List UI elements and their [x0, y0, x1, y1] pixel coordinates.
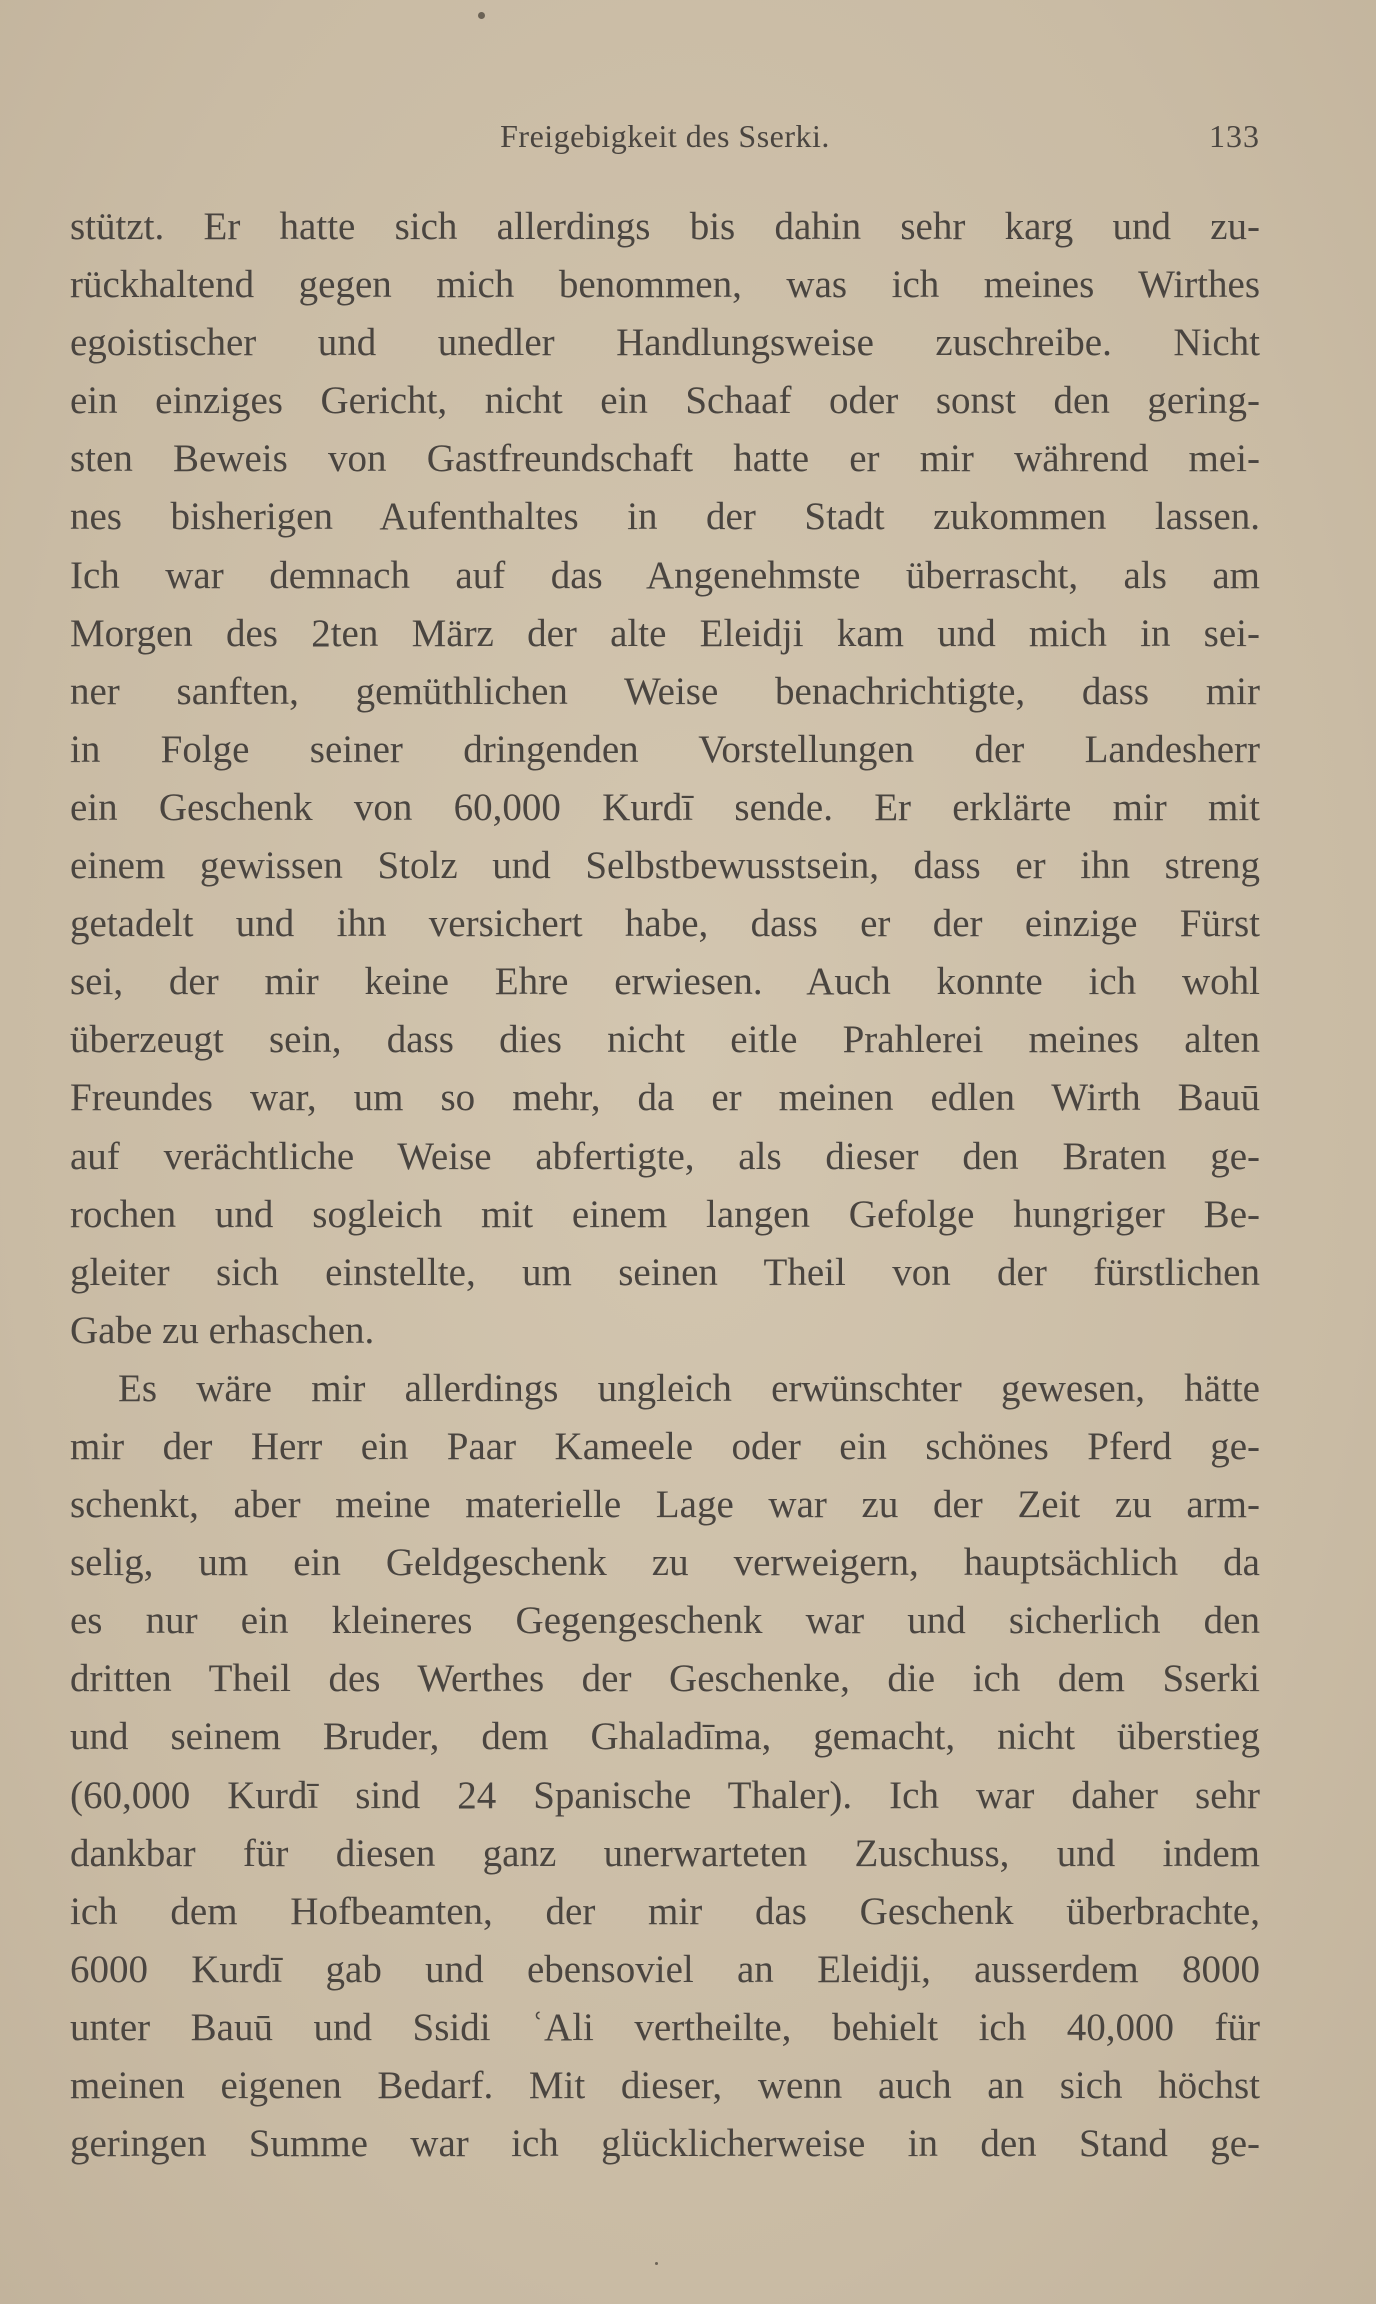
text-line: meinen eigenen Bedarf. Mit dieser, wenn auch an sich höchst	[70, 2064, 1260, 2107]
text-line: Ich war demnach auf das Angenehmste überrascht, als am	[70, 553, 1260, 597]
text-line: auf verächtliche Weise abfertigte, als dieser den Braten ge-	[70, 1134, 1260, 1178]
text-line: überzeugt sein, dass dies nicht eitle Prahlerei meines alten	[70, 1018, 1260, 1062]
text-line: ich dem Hofbeamten, der mir das Geschenk überbrachte,	[70, 1889, 1260, 1933]
running-title: Freigebigkeit des Sserki.	[500, 118, 830, 154]
text-line: 6000 Kurdī gab und ebensoviel an Eleidji, ausserdem 8000	[70, 1947, 1260, 1991]
text-line: selig, um ein Geldgeschenk zu verweigern, hauptsächlich da	[70, 1541, 1260, 1585]
text-line: gleiter sich einstellte, um seinen Theil von der fürstlichen	[70, 1250, 1260, 1294]
ink-speck-top	[478, 12, 485, 19]
body-text	[70, 198, 1260, 2173]
text-line: dritten Theil des Werthes der Geschenke, die ich dem Sserki	[70, 1657, 1260, 1701]
text-line: dankbar für diesen ganz unerwarteten Zuschuss, und indem	[70, 1831, 1260, 1875]
text-line: Morgen des 2ten März der alte Eleidji kam und mich in sei-	[70, 611, 1260, 655]
text-line: rochen und sogleich mit einem langen Gefolge hungriger Be-	[70, 1192, 1260, 1236]
text-line: sten Beweis von Gastfreundschaft hatte er mir während mei-	[70, 437, 1260, 481]
text-line: ein Geschenk von 60,000 Kurdī sende. Er erklärte mir mit	[70, 785, 1260, 829]
text-line: nes bisherigen Aufenthaltes in der Stadt zukommen lassen.	[70, 495, 1260, 539]
text-line: egoistischer und unedler Handlungsweise zuschreibe. Nicht	[70, 321, 1260, 365]
text-line: (60,000 Kurdī sind 24 Spanische Thaler). Ich war daher sehr	[70, 1773, 1260, 1817]
paragraph-start-line: Es wäre mir allerdings ungleich erwünschter gewesen, hätte	[118, 1366, 1260, 1410]
text-line: getadelt und ihn versichert habe, dass er der einzige Fürst	[70, 902, 1260, 946]
text-line: und seinem Bruder, dem Ghaladīma, gemacht, nicht überstieg	[70, 1715, 1260, 1759]
text-line: in Folge seiner dringenden Vorstellungen der Landesherr	[70, 727, 1260, 771]
text-line: es nur ein kleineres Gegengeschenk war und sicherlich den	[70, 1599, 1260, 1643]
text-line: sei, der mir keine Ehre erwiesen. Auch konnte ich wohl	[70, 960, 1260, 1004]
text-line: Freundes war, um so mehr, da er meinen edlen Wirth Bauū	[70, 1076, 1260, 1120]
text-line: stützt. Er hatte sich allerdings bis dahin sehr karg und zu-	[70, 205, 1260, 248]
text-line: geringen Summe war ich glücklicherweise in den Stand ge-	[70, 2122, 1260, 2166]
text-line: ner sanften, gemüthlichen Weise benachrichtigte, dass mir	[70, 669, 1260, 713]
text-line: schenkt, aber meine materielle Lage war zu der Zeit zu arm-	[70, 1483, 1260, 1527]
running-header	[70, 118, 1260, 168]
ink-speck-bottom	[655, 2262, 658, 2265]
page-number: 133	[1209, 118, 1260, 154]
paragraph-end-line: Gabe zu erhaschen.	[70, 1308, 375, 1352]
text-line: unter Bauū und Ssidi ʿAli vertheilte, behielt ich 40,000 für	[70, 2005, 1260, 2049]
text-line: ein einziges Gericht, nicht ein Schaaf oder sonst den gering-	[70, 379, 1260, 423]
text-line: mir der Herr ein Paar Kameele oder ein schönes Pferd ge-	[70, 1424, 1260, 1468]
text-line: einem gewissen Stolz und Selbstbewusstsein, dass er ihn streng	[70, 844, 1260, 888]
text-line: rückhaltend gegen mich benommen, was ich meines Wirthes	[70, 263, 1260, 307]
